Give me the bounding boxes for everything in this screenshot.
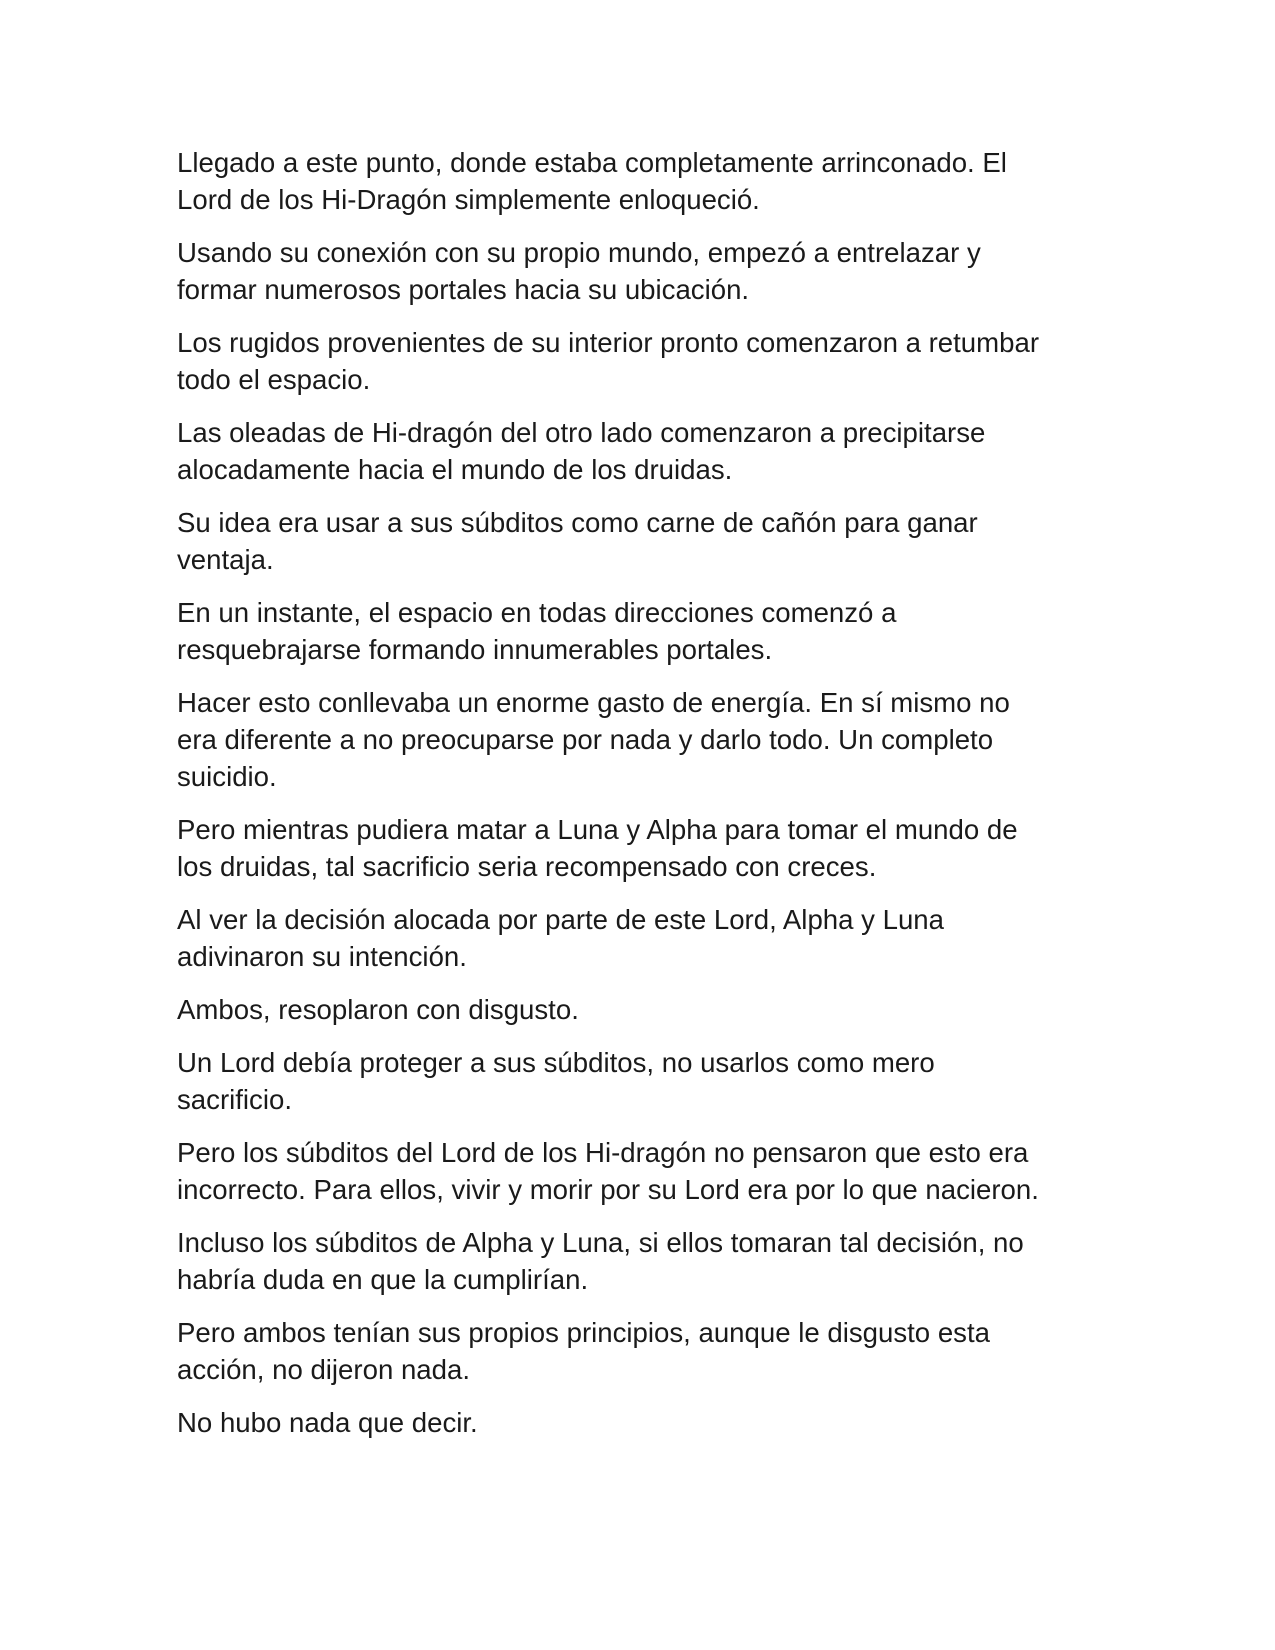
paragraph: Pero ambos tenían sus propios principios, aunque le disgusto esta acción, no dijeron nada. <box>177 1317 990 1385</box>
paragraph: Hacer esto conllevaba un enorme gasto de energía. En sí mismo no era diferente a no preocuparse por nada y darlo todo. Un completo suicidio. <box>177 687 1010 792</box>
paragraph: Al ver la decisión alocada por parte de este Lord, Alpha y Luna adivinaron su intención. <box>177 904 944 972</box>
paragraph: Las oleadas de Hi-dragón del otro lado comenzaron a precipitarse alocadamente hacia el mundo de los druidas. <box>177 417 986 485</box>
paragraph: Los rugidos provenientes de su interior pronto comenzaron a retumbar todo el espacio. <box>177 327 1040 395</box>
paragraph: Llegado a este punto, donde estaba completamente arrinconado. El Lord de los Hi-Dragón simplemente enloqueció. <box>177 147 1007 215</box>
paragraph: Pero los súbditos del Lord de los Hi-dragón no pensaron que esto era incorrecto. Para ellos, vivir y morir por su Lord era por lo que nacieron. <box>177 1137 1039 1205</box>
paragraph: Usando su conexión con su propio mundo, empezó a entrelazar y formar numerosos portales hacia su ubicación. <box>177 237 981 305</box>
paragraph: Su idea era usar a sus súbditos como carne de cañón para ganar ventaja. <box>177 507 978 575</box>
paragraph: No hubo nada que decir. <box>177 1407 478 1438</box>
document-body <box>177 144 1097 1457</box>
paragraph: En un instante, el espacio en todas direcciones comenzó a resquebrajarse formando innumerables portales. <box>177 597 897 665</box>
paragraph: Incluso los súbditos de Alpha y Luna, si ellos tomaran tal decisión, no habría duda en que la cumplirían. <box>177 1227 1024 1295</box>
paragraph: Ambos, resoplaron con disgusto. <box>177 994 579 1025</box>
paragraph: Un Lord debía proteger a sus súbditos, no usarlos como mero sacrificio. <box>177 1047 935 1115</box>
paragraph: Pero mientras pudiera matar a Luna y Alpha para tomar el mundo de los druidas, tal sacrificio seria recompensado con creces. <box>177 814 1018 882</box>
